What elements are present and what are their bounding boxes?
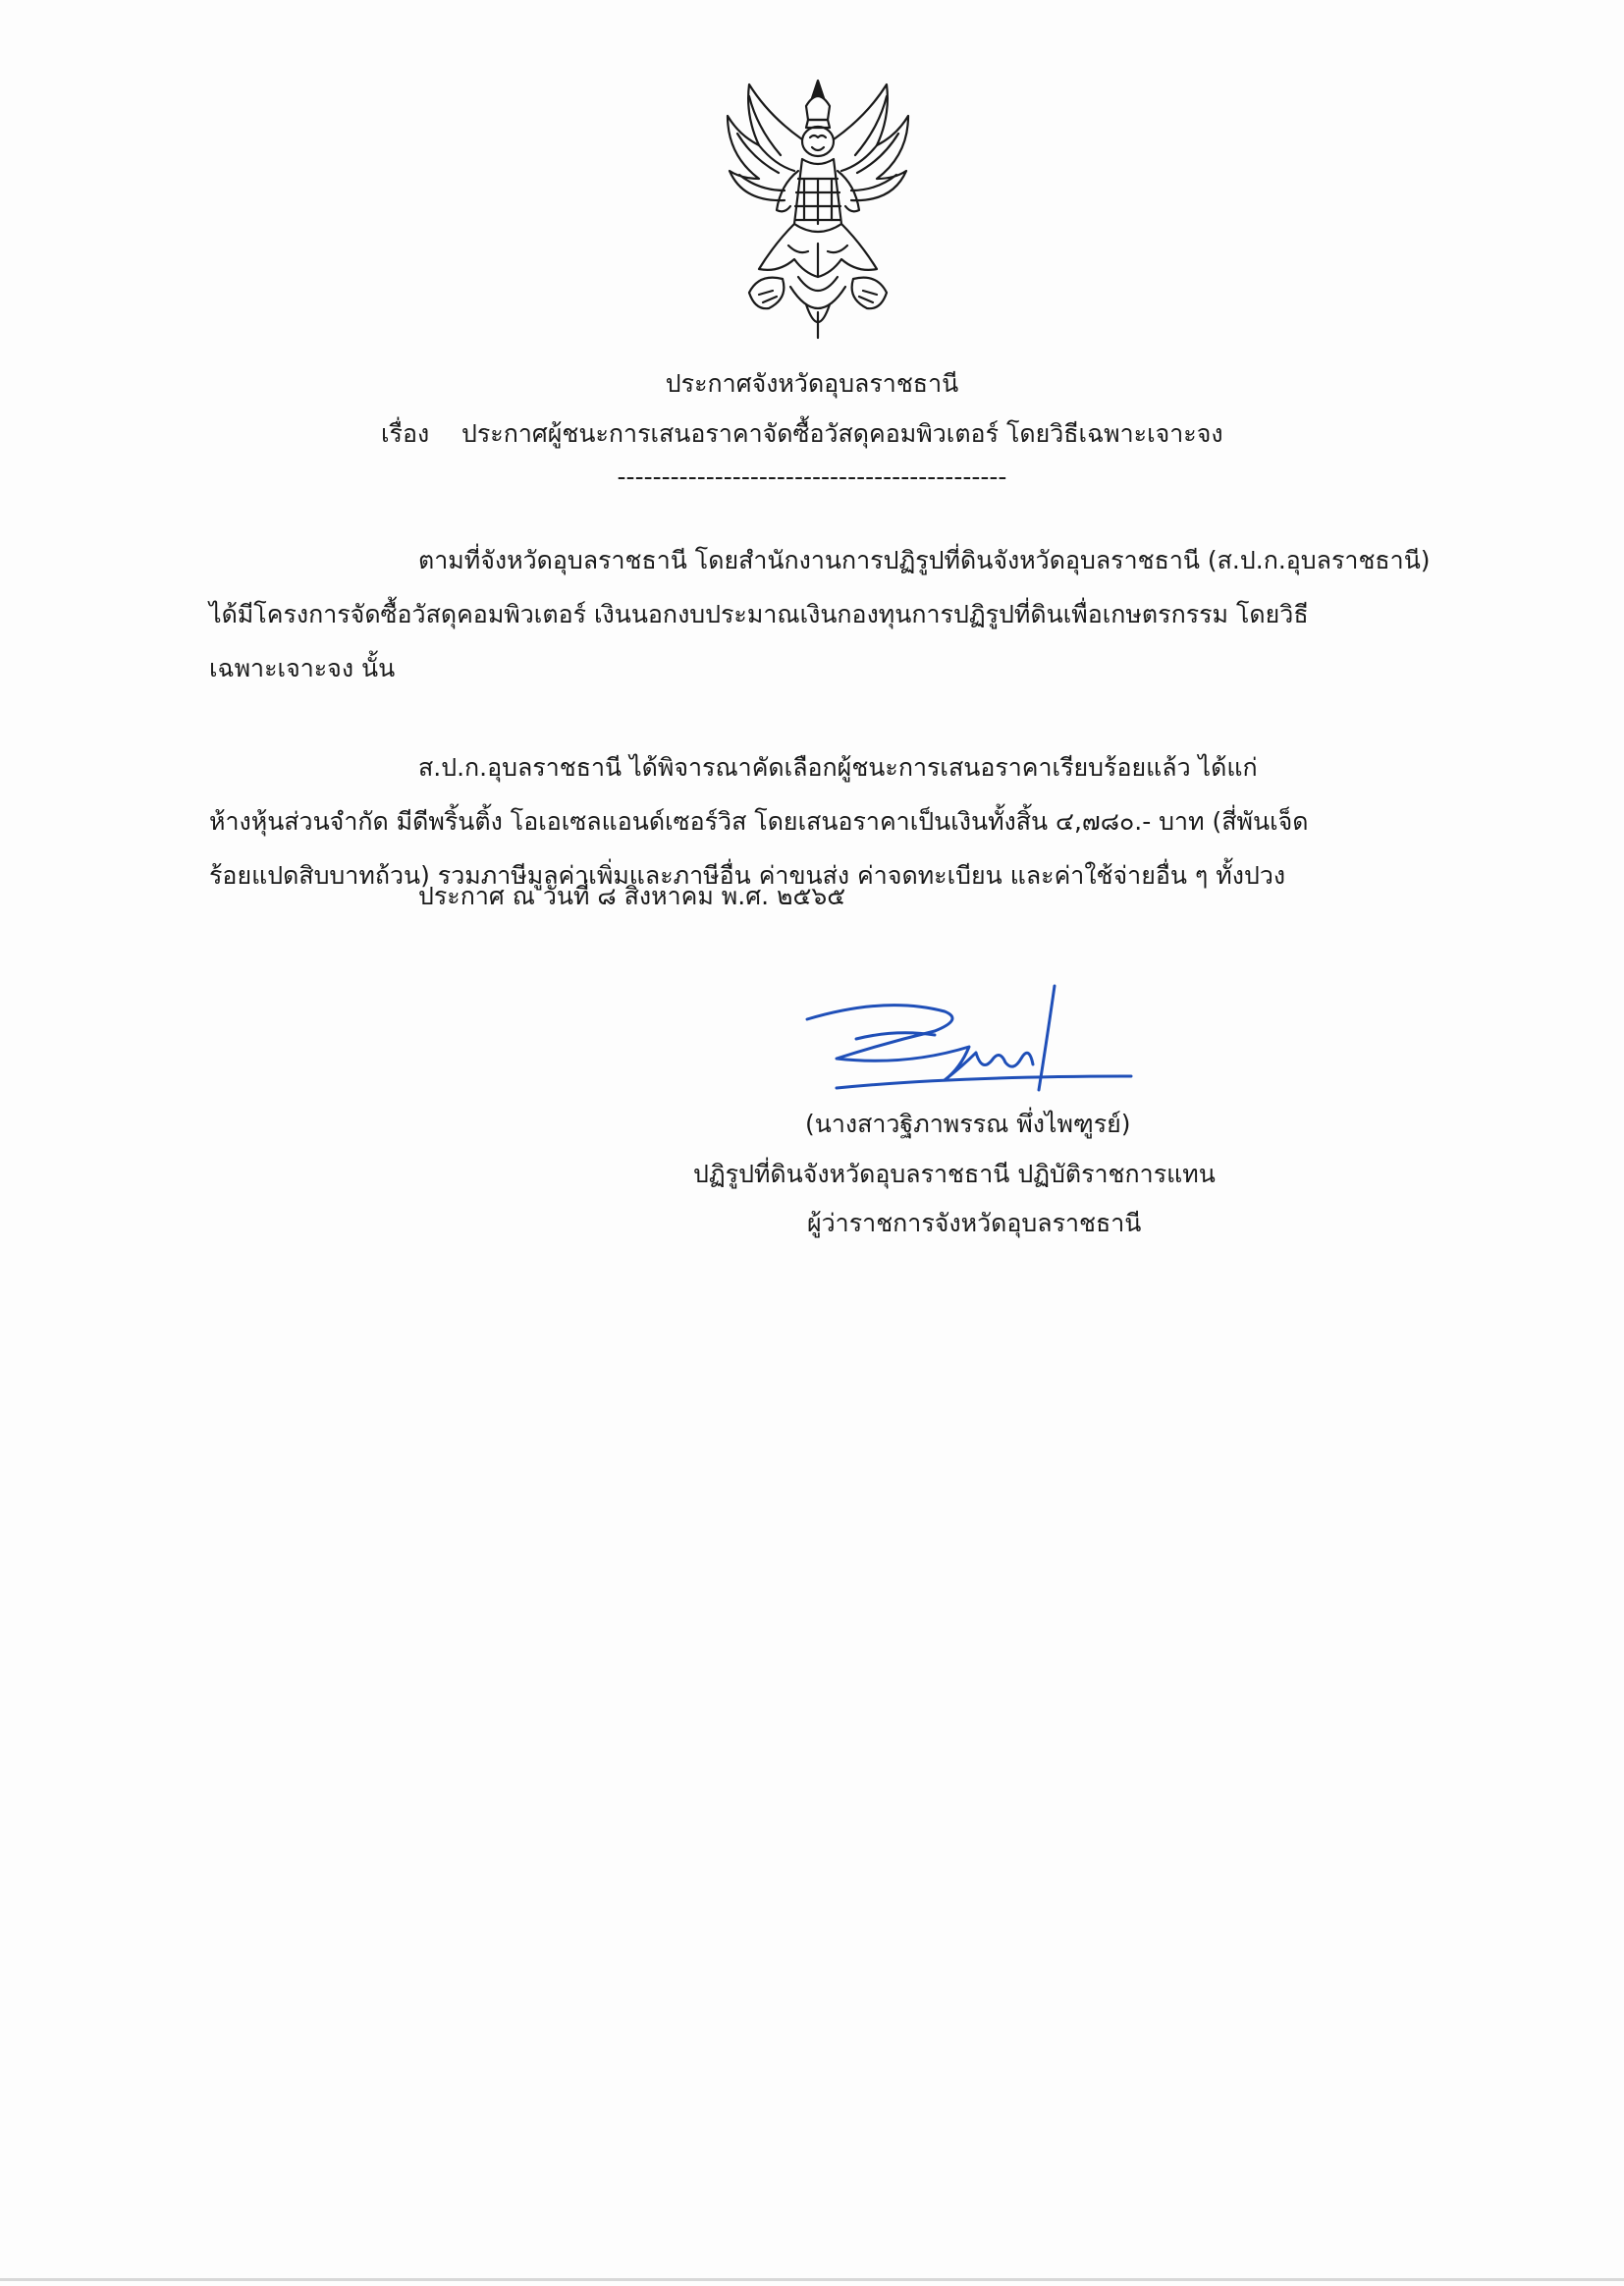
signatory-position-1: ปฏิรูปที่ดินจังหวัดอุบลราชธานี ปฏิบัติราชการแทน <box>693 1160 1216 1188</box>
signatory-position-2: ผู้ว่าราชการจังหวัดอุบลราชธานี <box>807 1209 1142 1237</box>
paragraph-1-line-3: เฉพาะเจาะจง นั้น <box>209 654 396 682</box>
garuda-emblem-icon <box>720 77 916 344</box>
separator-line: -------------------------------------------- <box>617 463 1007 491</box>
handwritten-signature-icon <box>797 982 1141 1100</box>
announcement-date: ประกาศ ณ วันที่ ๘ สิงหาคม พ.ศ. ๒๕๖๕ <box>418 882 846 910</box>
paragraph-1-line-1: ตามที่จังหวัดอุบลราชธานี โดยสำนักงานการปฏิรูปที่ดินจังหวัดอุบลราชธานี (ส.ป.ก.อุบลราชธานี) <box>418 546 1431 574</box>
announcement-title: ประกาศจังหวัดอุบลราชธานี <box>665 369 959 398</box>
subject-line <box>381 416 1223 452</box>
subject-text: ประกาศผู้ชนะการเสนอราคาจัดซื้อวัสดุคอมพิวเตอร์ โดยวิธีเฉพาะเจาะจง <box>461 419 1223 448</box>
paragraph-2-line-2: ห้างหุ้นส่วนจำกัด มีดีพริ้นติ้ง โอเอเซลแอนด์เซอร์วิส โดยเสนอราคาเป็นเงินทั้งสิ้น ๔,๗๘๐.- บาท (สี่พันเจ็ด <box>209 807 1309 836</box>
paragraph-1 <box>209 533 1462 695</box>
paragraph-2-line-1: ส.ป.ก.อุบลราชธานี ได้พิจารณาคัดเลือกผู้ชนะการเสนอราคาเรียบร้อยแล้ว ได้แก่ <box>418 753 1258 782</box>
paragraph-1-line-2: ได้มีโครงการจัดซื้อวัสดุคอมพิวเตอร์ เงินนอกงบประมาณเงินกองทุนการปฏิรูปที่ดินเพื่อเกษตรกรรม โดยวิธี <box>209 600 1309 628</box>
signatory-name: (นางสาวฐิภาพรรณ พึ่งไพฑูรย์) <box>805 1110 1131 1138</box>
subject-label: เรื่อง <box>381 419 430 448</box>
scan-edge-line <box>0 2278 1624 2281</box>
paragraph-2-line-3: ร้อยแปดสิบบาทถ้วน) รวมภาษีมูลค่าเพิ่มและภาษีอื่น ค่าขนส่ง ค่าจดทะเบียน และค่าใช้จ่ายอื่น ๆ ทั้งปวง <box>209 861 1286 890</box>
